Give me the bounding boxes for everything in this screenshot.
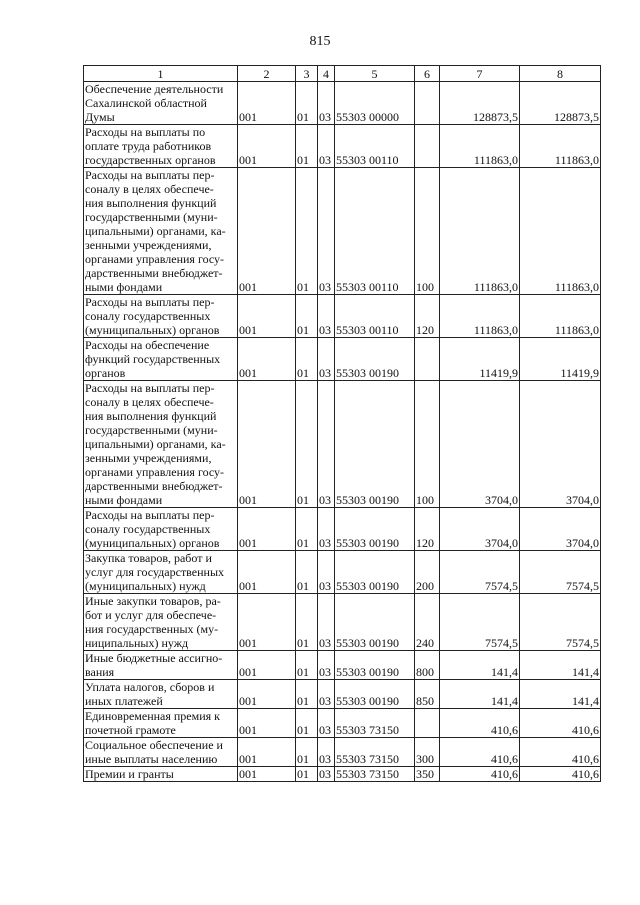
target-article-code: 55303 00000 [335,82,415,125]
ministry-code: 001 [238,767,296,782]
budget-table [83,65,601,782]
subsection-code: 03 [318,295,335,338]
ministry-code: 001 [238,508,296,551]
section-code: 01 [296,738,318,767]
section-code: 01 [296,508,318,551]
amount-col8: 410,6 [520,738,601,767]
table-row [84,295,601,338]
target-article-code: 55303 00190 [335,338,415,381]
amount-col7: 410,6 [440,738,520,767]
table-row [84,651,601,680]
expense-type-code [415,709,440,738]
amount-col8: 128873,5 [520,82,601,125]
table-row [84,767,601,782]
item-name: Социальное обеспечение и иные выплаты населению [84,738,238,767]
table-header [84,66,601,82]
amount-col7: 111863,0 [440,168,520,295]
subsection-code: 03 [318,709,335,738]
target-article-code: 55303 00110 [335,295,415,338]
expense-type-code: 120 [415,295,440,338]
ministry-code: 001 [238,295,296,338]
amount-col7: 141,4 [440,680,520,709]
section-code: 01 [296,295,318,338]
table-row [84,125,601,168]
subsection-code: 03 [318,651,335,680]
amount-col7: 3704,0 [440,508,520,551]
table-row [84,680,601,709]
table-row [84,168,601,295]
table-row [84,738,601,767]
ministry-code: 001 [238,680,296,709]
subsection-code: 03 [318,381,335,508]
target-article-code: 55303 00190 [335,551,415,594]
item-name: Расходы на выплаты пер- соналу государственных (муниципальных) органов [84,508,238,551]
target-article-code: 55303 00110 [335,125,415,168]
header-row [84,66,601,82]
subsection-code: 03 [318,767,335,782]
amount-col8: 3704,0 [520,508,601,551]
amount-col7: 128873,5 [440,82,520,125]
amount-col8: 111863,0 [520,295,601,338]
table-row [84,594,601,651]
amount-col8: 111863,0 [520,125,601,168]
expense-type-code: 800 [415,651,440,680]
ministry-code: 001 [238,82,296,125]
expense-type-code [415,82,440,125]
amount-col7: 410,6 [440,767,520,782]
section-code: 01 [296,680,318,709]
table-row [84,551,601,594]
section-code: 01 [296,709,318,738]
amount-col7: 7574,5 [440,594,520,651]
expense-type-code: 350 [415,767,440,782]
subsection-code: 03 [318,82,335,125]
amount-col8: 141,4 [520,680,601,709]
expense-type-code: 120 [415,508,440,551]
item-name: Расходы на выплаты пер- соналу государственных (муниципальных) органов [84,295,238,338]
ministry-code: 001 [238,125,296,168]
amount-col8: 11419,9 [520,338,601,381]
target-article-code: 55303 00190 [335,680,415,709]
amount-col7: 7574,5 [440,551,520,594]
expense-type-code: 200 [415,551,440,594]
amount-col8: 3704,0 [520,381,601,508]
amount-col8: 7574,5 [520,594,601,651]
subsection-code: 03 [318,508,335,551]
ministry-code: 001 [238,594,296,651]
subsection-code: 03 [318,680,335,709]
section-code: 01 [296,82,318,125]
ministry-code: 001 [238,338,296,381]
col-header-7: 7 [440,66,520,82]
target-article-code: 55303 00110 [335,168,415,295]
table-row [84,338,601,381]
amount-col7: 410,6 [440,709,520,738]
item-name: Расходы на выплаты по оплате труда работников государственных органов [84,125,238,168]
table-row [84,709,601,738]
item-name: Расходы на выплаты пер- соналу в целях обеспече- ния выполнения функций государственными (муни- ципальными) органами, ка- зенными учреждениями, органами управления госу- дарственными внебюджет- ными фондами [84,168,238,295]
col-header-1: 1 [84,66,238,82]
page-number: 815 [309,34,331,49]
col-header-5: 5 [335,66,415,82]
amount-col7: 3704,0 [440,381,520,508]
expense-type-code: 100 [415,381,440,508]
item-name: Обеспечение деятельности Сахалинской областной Думы [84,82,238,125]
amount-col7: 111863,0 [440,125,520,168]
amount-col8: 111863,0 [520,168,601,295]
ministry-code: 001 [238,709,296,738]
subsection-code: 03 [318,738,335,767]
item-name: Премии и гранты [84,767,238,782]
section-code: 01 [296,551,318,594]
subsection-code: 03 [318,338,335,381]
subsection-code: 03 [318,594,335,651]
section-code: 01 [296,651,318,680]
target-article-code: 55303 00190 [335,594,415,651]
target-article-code: 55303 73150 [335,709,415,738]
section-code: 01 [296,381,318,508]
expense-type-code: 850 [415,680,440,709]
ministry-code: 001 [238,651,296,680]
target-article-code: 55303 00190 [335,651,415,680]
section-code: 01 [296,125,318,168]
expense-type-code: 300 [415,738,440,767]
col-header-4: 4 [318,66,335,82]
item-name: Иные бюджетные ассигно- вания [84,651,238,680]
item-name: Расходы на обеспечение функций государственных органов [84,338,238,381]
section-code: 01 [296,767,318,782]
amount-col8: 141,4 [520,651,601,680]
target-article-code: 55303 73150 [335,738,415,767]
section-code: 01 [296,594,318,651]
item-name: Иные закупки товаров, ра- бот и услуг для обеспече- ния государственных (му- ниципальных) нужд [84,594,238,651]
amount-col8: 410,6 [520,709,601,738]
ministry-code: 001 [238,381,296,508]
ministry-code: 001 [238,551,296,594]
expense-type-code: 240 [415,594,440,651]
expense-type-code [415,125,440,168]
table-row [84,82,601,125]
target-article-code: 55303 00190 [335,508,415,551]
subsection-code: 03 [318,125,335,168]
expense-type-code: 100 [415,168,440,295]
ministry-code: 001 [238,168,296,295]
col-header-8: 8 [520,66,601,82]
subsection-code: 03 [318,168,335,295]
ministry-code: 001 [238,738,296,767]
amount-col8: 410,6 [520,767,601,782]
amount-col7: 111863,0 [440,295,520,338]
table-row [84,381,601,508]
target-article-code: 55303 00190 [335,381,415,508]
table-body [84,82,601,782]
subsection-code: 03 [318,551,335,594]
amount-col7: 11419,9 [440,338,520,381]
target-article-code: 55303 73150 [335,767,415,782]
section-code: 01 [296,168,318,295]
item-name: Закупка товаров, работ и услуг для государственных (муниципальных) нужд [84,551,238,594]
col-header-2: 2 [238,66,296,82]
amount-col7: 141,4 [440,651,520,680]
col-header-3: 3 [296,66,318,82]
item-name: Уплата налогов, сборов и иных платежей [84,680,238,709]
col-header-6: 6 [415,66,440,82]
table-row [84,508,601,551]
section-code: 01 [296,338,318,381]
item-name: Расходы на выплаты пер- соналу в целях обеспече- ния выполнения функций государственными (муни- ципальными) органами, ка- зенными учреждениями, органами управления госу- дарственными внебюджет- ными фондами [84,381,238,508]
expense-type-code [415,338,440,381]
amount-col8: 7574,5 [520,551,601,594]
item-name: Единовременная премия к почетной грамоте [84,709,238,738]
